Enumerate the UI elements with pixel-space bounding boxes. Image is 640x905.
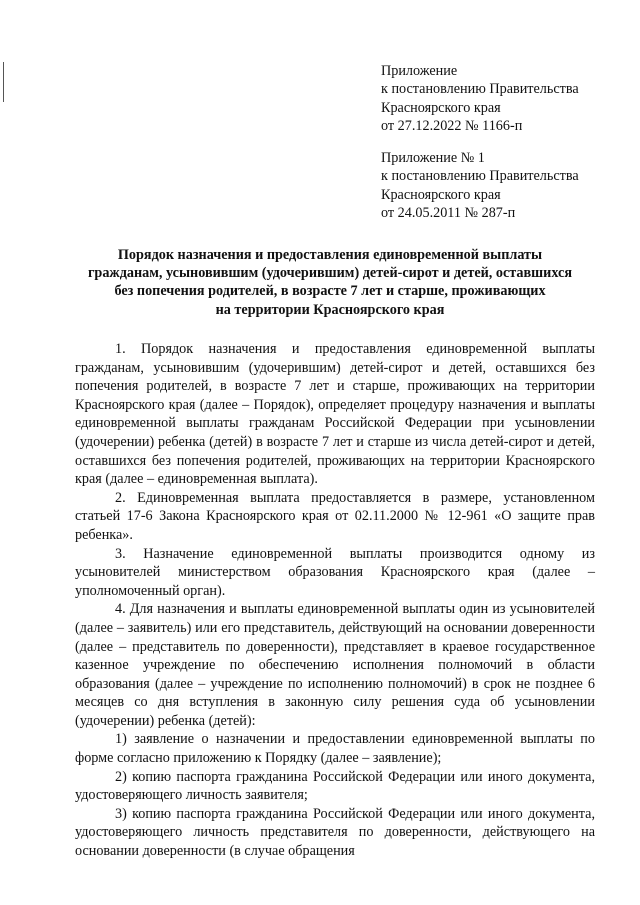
annex-line: Приложение [381, 63, 458, 79]
paragraph-2: 2. Единовременная выплата предоставляется в размере, установленном статьей 17-6 Закона Красноярского края от 02.11.2000 № 12-961 «О защите прав ребенка». [75, 489, 595, 543]
document-body [75, 340, 595, 861]
annex-line: от 24.05.2011 № 287-п [381, 204, 516, 221]
paragraph-4: 4. Для назначения и выплаты единовременной выплаты один из усыновителей (далее – заявитель) или его представитель, действующий на основании доверенности (далее – представитель по доверенности), представляет в краевое государственное казенное учреждение по обеспечению исполнения полномочий в области образования (далее – учреждение по исполнению полномочий) в срок не позднее 6 месяцев со дня вступления в законную силу решения суда об усыновлении (удочерении) ребенка (детей): [75, 601, 595, 729]
annex-line: от 27.12.2022 № 1166-п [381, 117, 523, 134]
paragraph-3: 3. Назначение единовременной выплаты производится одному из усыновителей министерством образования Красноярского края (далее – уполномоченный орган). [75, 545, 595, 599]
annex-line: к постановлению Правительства [381, 168, 579, 185]
annex-line: Приложение № 1 [381, 150, 485, 166]
annex-header-original [381, 149, 579, 222]
list-item-3: 3) копию паспорта гражданина Российской Федерации или иного документа, удостоверяющего личность представителя по доверенности, действующего на основании доверенности (в случае обращения [75, 805, 595, 860]
annex-header-current [381, 62, 579, 135]
document-title [60, 246, 600, 319]
list-item-1: 1) заявление о назначении и предоставлении единовременной выплаты по форме согласно приложению к Порядку (далее – заявление); [75, 731, 595, 767]
scan-artifact-mark [3, 62, 4, 102]
title-line: гражданам, усыновившим (удочерившим) детей-сирот и детей, оставшихся [87, 265, 572, 282]
title-line: на территории Красноярского края [215, 301, 445, 318]
annex-line: к постановлению Правительства [381, 81, 579, 98]
annex-line: Красноярского края [381, 186, 501, 203]
title-line: без попечения родителей, в возрасте 7 лет и старше, проживающих [114, 283, 546, 300]
annex-line: Красноярского края [381, 99, 501, 116]
paragraph-1: 1. Порядок назначения и предоставления единовременной выплаты гражданам, усыновившим (удочерившим) детей-сирот и детей, оставшихся без попечения родителей, в возрасте 7 лет и старше, проживающих на территории Красноярского края (далее – Порядок), определяет процедуру назначения и выплаты единовременной выплаты гражданам Российской Федерации при усыновлении (удочерении) ребенка (детей) в возрасте 7 лет и старше из числа детей-сирот и детей, оставшихся без попечения родителей, проживающих на территории Красноярского края (далее – единовременная выплата). [75, 341, 595, 488]
list-item-2: 2) копию паспорта гражданина Российской Федерации или иного документа, удостоверяющего личность заявителя; [75, 768, 595, 804]
title-line: Порядок назначения и предоставления единовременной выплаты [117, 247, 543, 263]
